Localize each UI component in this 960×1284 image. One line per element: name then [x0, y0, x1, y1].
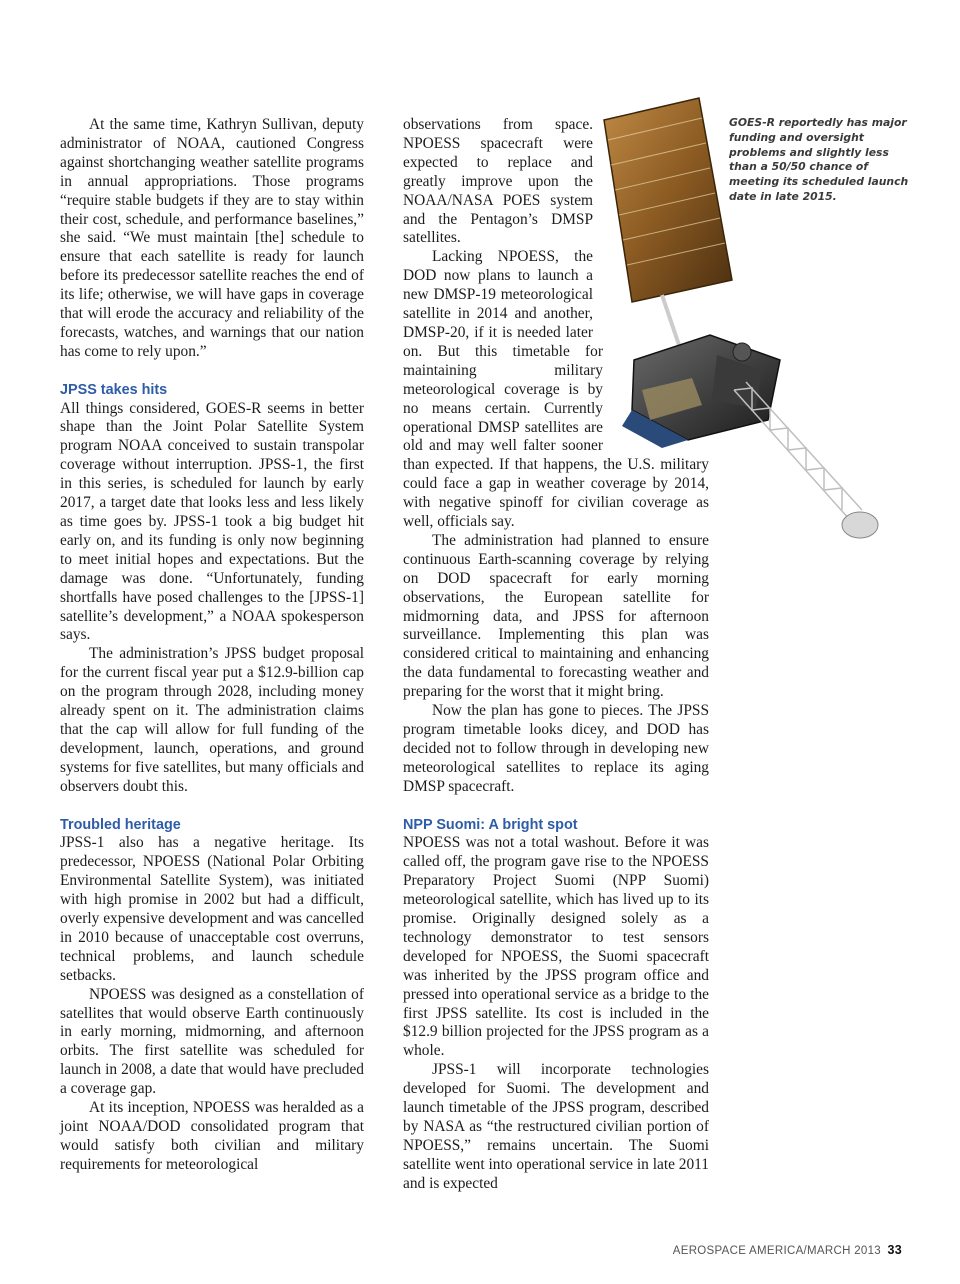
- paragraph: Lacking NPOESS, the DOD now plans to launch a new DMSP-19 meteorological satellite in 2014 and another, DMSP-20, if it is needed later on. But this timetable for maintaining military meteorological coverage is by no means certain. Currently operational DMSP satellites are old and may well falter sooner than expected. If that happens, the U.S. military could face a gap in weather coverage by 2014, with negative spinoff for civilian coverage as well, officials say.: [403, 248, 709, 531]
- page-footer: [673, 1243, 902, 1257]
- paragraph: JPSS-1 also has a negative heritage. Its predecessor, NPOESS (National Polar Orbiting Environmental Satellite System), was initiated with high promise in 2002 but had a difficult, overly expensive development and was cancelled in 2010 because of unacceptable cost overruns, technical problems, and launch schedule setbacks.: [60, 834, 364, 984]
- page-number: 33: [887, 1243, 902, 1257]
- image-caption: GOES-R reportedly has major funding and oversight problems and slightly less than a 50/50 chance of meeting its scheduled launch date in late 2015.: [729, 116, 909, 203]
- magnetometer: [842, 512, 878, 538]
- paragraph: The administration’s JPSS budget proposal for the current fiscal year put a $12.9-billion cap on the program through 2028, including money already spent on it. The administration claims that the cap will allow for full funding of the development, launch, operations, and ground systems for five satellites, but many officials and observers doubt this.: [60, 645, 364, 795]
- paragraph: All things considered, GOES-R seems in better shape than the Joint Polar Satellite System program NOAA conceived to sustain transpolar coverage without interruption. JPSS-1, the first in this series, is scheduled for launch by early 2017, a target date that looks less and less likely as time goes by. JPSS-1 took a big budget hit early on, and its funding is only now beginning to meet initial hopes and expectations. But the damage was done. “Unfortunately, funding shortfalls have posed challenges to the [JPSS-1] satellite’s development,” a NOAA spokesperson says.: [60, 399, 364, 644]
- column-2: [403, 116, 709, 1194]
- paragraph: The administration had planned to ensure continuous Earth-scanning coverage by relying on DOD spacecraft for early morning observations, the European satellite for midmorning data, and JPSS for afternoon surveillance. Implementing this plan was considered critical to maintaining and enhancing the data fundamental to forecasting weather and preparing for the worst that it might bring.: [403, 531, 709, 701]
- paragraph: NPOESS was not a total washout. Before it was called off, the program gave rise to the NPOESS Preparatory Project Suomi (NPP Suomi) meteorological satellite, which has lived up to its promise. Originally designed solely as a technology demonstrator to test sensors developed for NPOESS, the Suomi spacecraft was inherited by the JPSS program office and pressed into operational service as a bridge to the first JPSS satellite. Its cost is included in the $12.9 billion projected for the JPSS program as a whole.: [403, 834, 709, 1060]
- paragraph: observations from space. NPOESS spacecraft were expected to replace and greatly improve upon the NOAA/NASA POES system and the Pentagon’s DMSP satellites.: [403, 116, 593, 247]
- column-1: [60, 116, 364, 1175]
- publication-name: AEROSPACE AMERICA/MARCH 2013: [672, 1245, 881, 1257]
- paragraph: JPSS-1 will incorporate technologies developed for Suomi. The development and launch timetable of the JPSS program, described by NASA as “the restructured civilian portion of NPOESS,” remains uncertain. The Suomi satellite went into operational service in late 2011 and is expected: [403, 1061, 709, 1192]
- paragraph: At the same time, Kathryn Sullivan, deputy administrator of NOAA, cautioned Congress against shortchanging weather satellite programs in annual appropriations. Those programs “require stable budgets if they are to stay within their cost, schedule, and performance baselines,” she said. “We must maintain [the] schedule to ensure that each satellite is ready for launch before its predecessor satellite reaches the end of its life; otherwise, we will have gaps in coverage that will erode the accuracy and reliability of the forecasts, watches, and warnings that our nation has come to rely upon.”: [60, 116, 364, 360]
- section-heading: JPSS takes hits: [60, 381, 168, 398]
- paragraph: NPOESS was designed as a constellation of satellites that would observe Earth continuously in early morning, midmorning, and afternoon orbits. The first satellite was scheduled for launch in 2008, a date that would have precluded a coverage gap.: [60, 985, 364, 1098]
- paragraph: Now the plan has gone to pieces. The JPSS program timetable looks dicey, and DOD has decided not to follow through in developing new meteorological satellites to replace its aging DMSP spacecraft.: [403, 702, 709, 795]
- section-heading: NPP Suomi: A bright spot: [403, 816, 578, 833]
- paragraph: At its inception, NPOESS was heralded as a joint NOAA/DOD consolidated program that would satisfy both civilian and military requirements for meteorological: [60, 1099, 364, 1173]
- section-heading: Troubled heritage: [60, 816, 181, 833]
